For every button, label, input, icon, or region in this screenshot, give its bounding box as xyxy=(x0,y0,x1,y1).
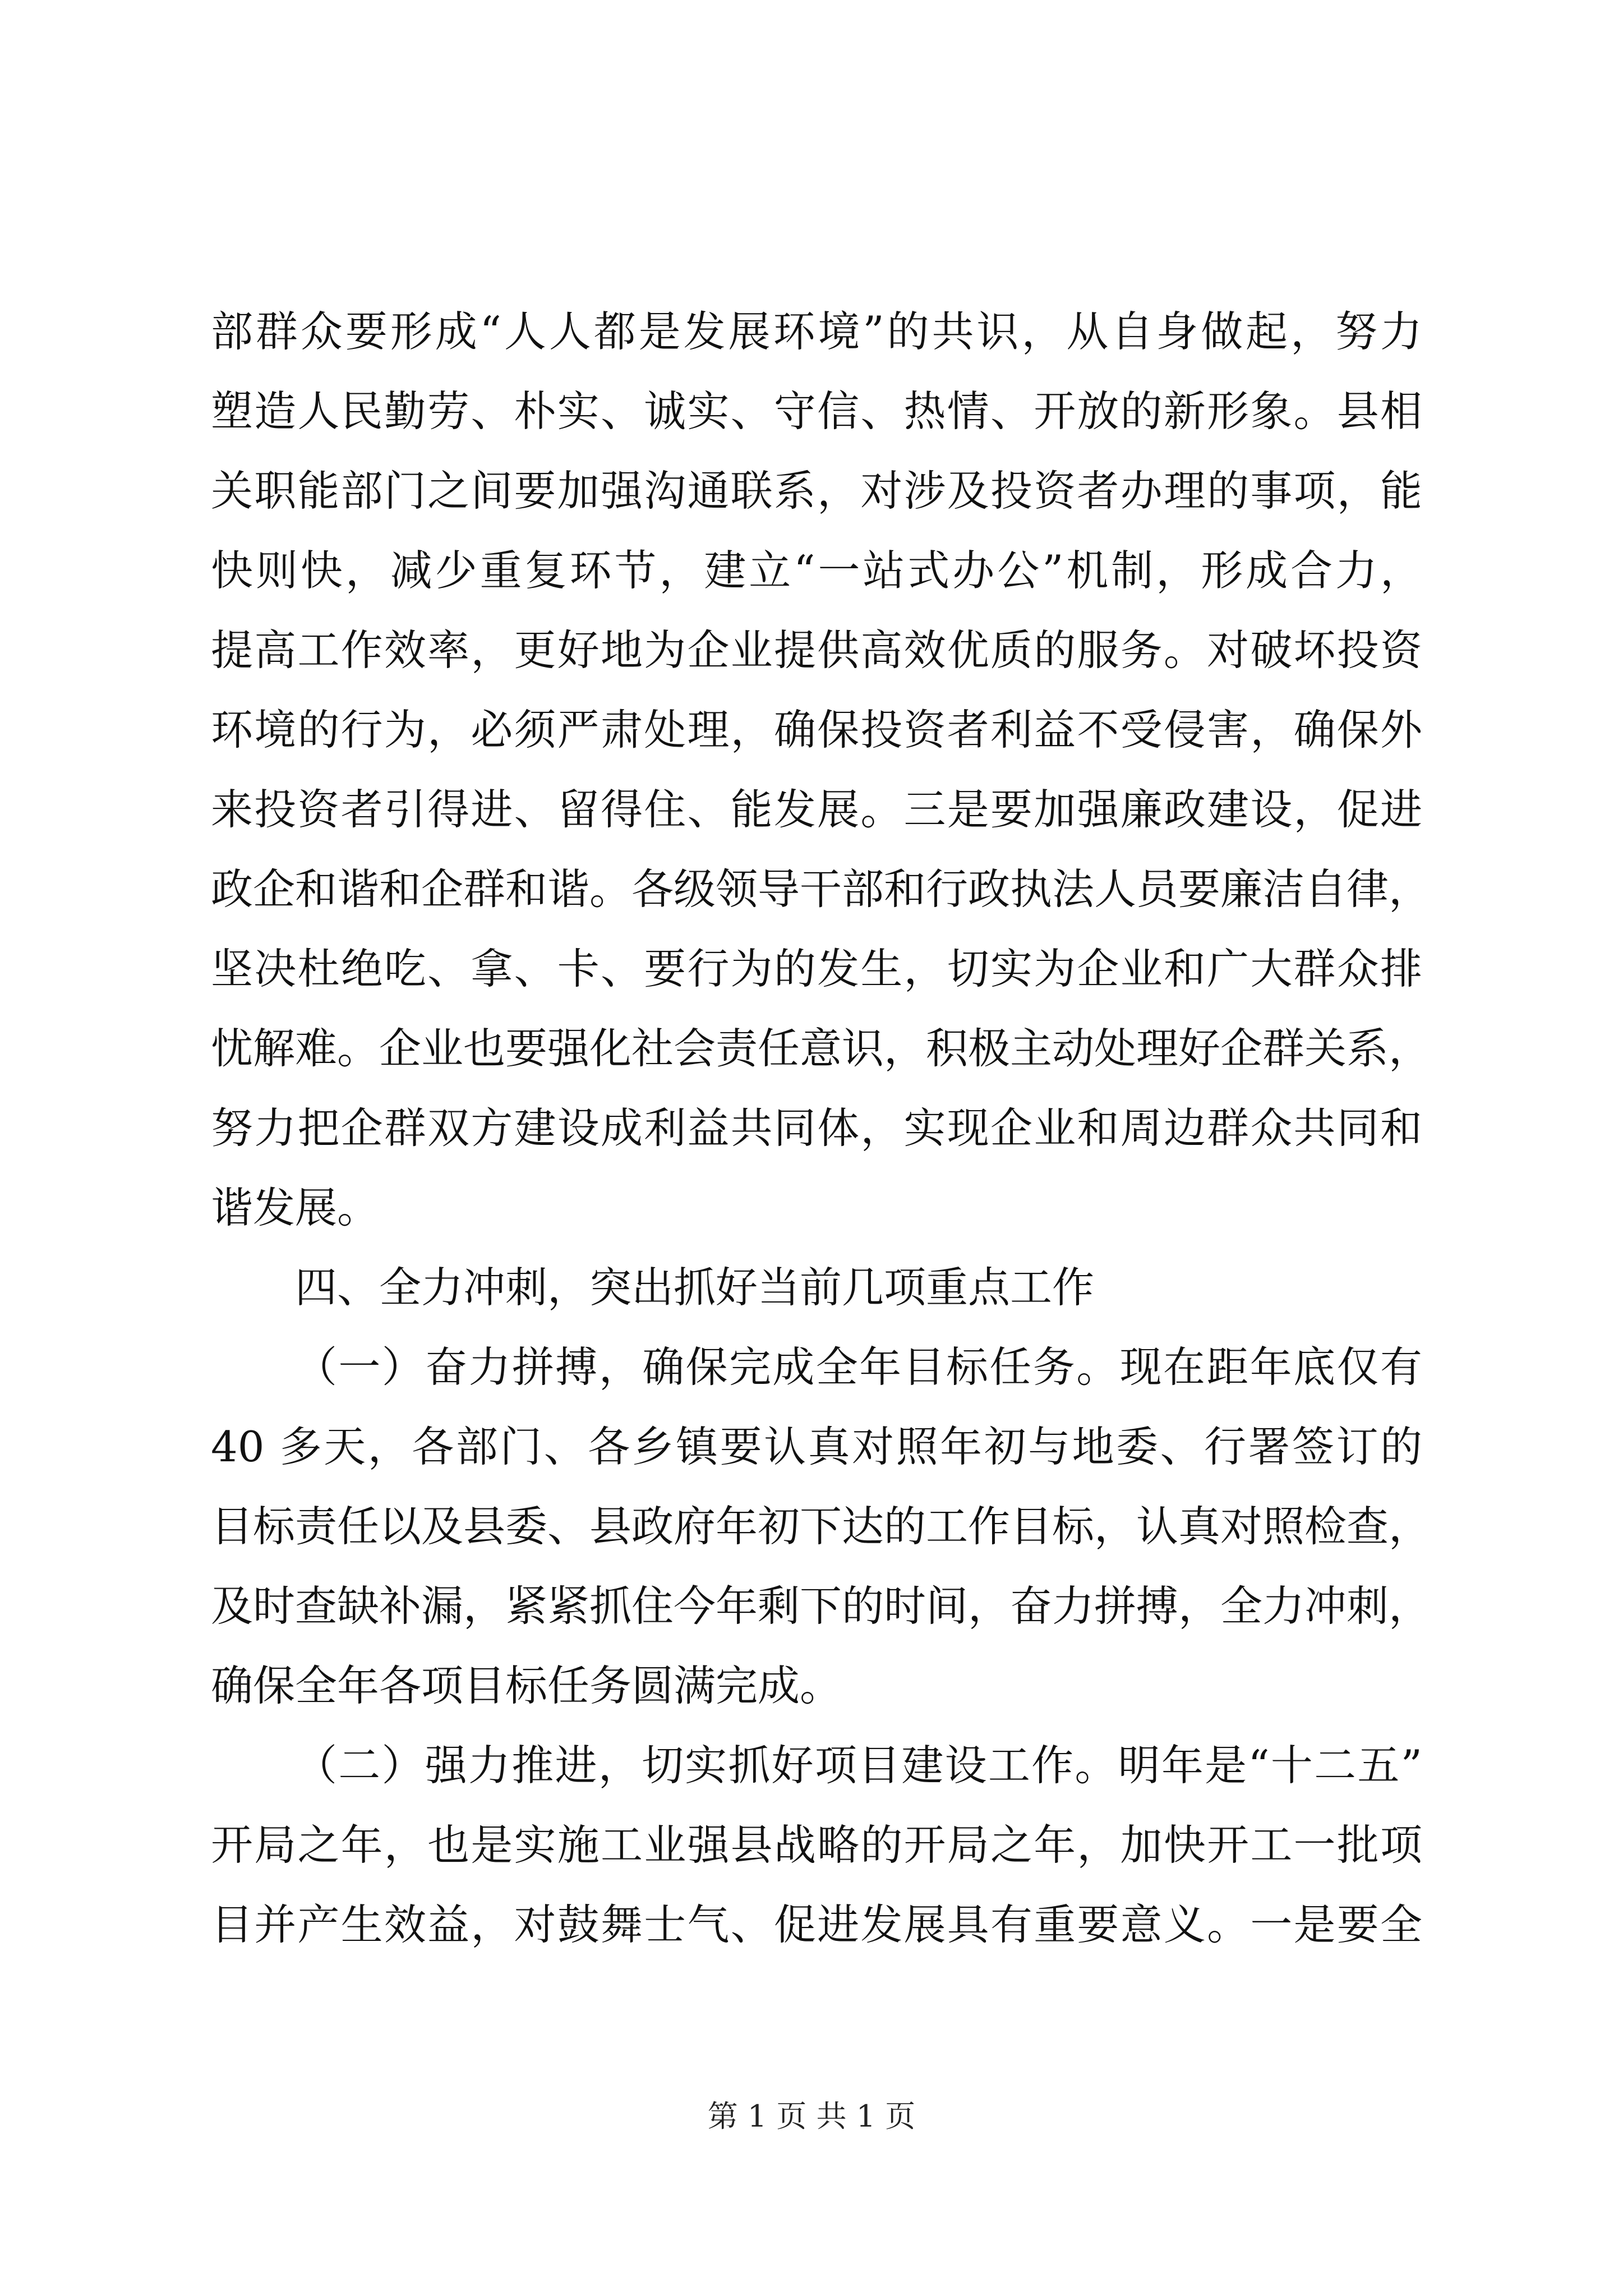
text-line-18: 确保全年各项目标任务圆满完成。 xyxy=(211,1661,842,1710)
text-line-20: 开局之年，也是实施工业强县战略的开局之年，加快开工一批项 xyxy=(211,1820,1422,1870)
text-line-14: （一）奋力拼搏，确保完成全年目标任务。现在距年底仅有 xyxy=(295,1342,1422,1392)
text-line-16: 目标责任以及县委、县政府年初下达的工作目标，认真对照检查， xyxy=(211,1502,1431,1551)
text-line-19: （二）强力推进，切实抓好项目建设工作。明年是“十二五” xyxy=(295,1741,1422,1790)
text-line-3: 关职能部门之间要加强沟通联系，对涉及投资者办理的事项，能 xyxy=(211,466,1422,516)
text-line-1: 部群众要形成“人人都是发展环境”的共识，从自身做起，努力 xyxy=(211,307,1422,356)
text-line-2: 塑造人民勤劳、朴实、诚实、守信、热情、开放的新形象。县相 xyxy=(211,386,1422,436)
text-line-12: 谐发展。 xyxy=(211,1183,380,1232)
text-line-6: 环境的行为，必须严肃处理，确保投资者利益不受侵害，确保外 xyxy=(211,705,1422,754)
text-line-17: 及时查缺补漏，紧紧抓住今年剩下的时间，奋力拼搏，全力冲刺， xyxy=(211,1581,1431,1631)
text-line-5: 提高工作效率，更好地为企业提供高效优质的服务。对破坏投资 xyxy=(211,625,1422,675)
text-line-11: 努力把企群双方建设成利益共同体，实现企业和周边群众共同和 xyxy=(211,1103,1422,1153)
text-line-4: 快则快，减少重复环节，建立“一站式办公”机制，形成合力， xyxy=(211,546,1422,595)
text-line-8: 政企和谐和企群和谐。各级领导干部和行政执法人员要廉洁自律， xyxy=(211,864,1431,914)
body-text xyxy=(211,292,1431,1964)
text-line-9: 坚决杜绝吃、拿、卡、要行为的发生，切实为企业和广大群众排 xyxy=(211,944,1422,993)
text-line-15: 40 多天，各部门、各乡镇要认真对照年初与地委、行署签订的 xyxy=(211,1422,1422,1471)
section-heading: 四、全力冲刺，突出抓好当前几项重点工作 xyxy=(295,1263,1095,1312)
text-line-10: 忧解难。企业也要强化社会责任意识，积极主动处理好企群关系， xyxy=(211,1024,1431,1073)
text-line-21: 目并产生效益，对鼓舞士气、促进发展具有重要意义。一是要全 xyxy=(211,1900,1422,1949)
text-line-7: 来投资者引得进、留得住、能发展。三是要加强廉政建设，促进 xyxy=(211,785,1422,834)
page-footer: 第 1 页 共 1 页 xyxy=(707,2099,916,2134)
